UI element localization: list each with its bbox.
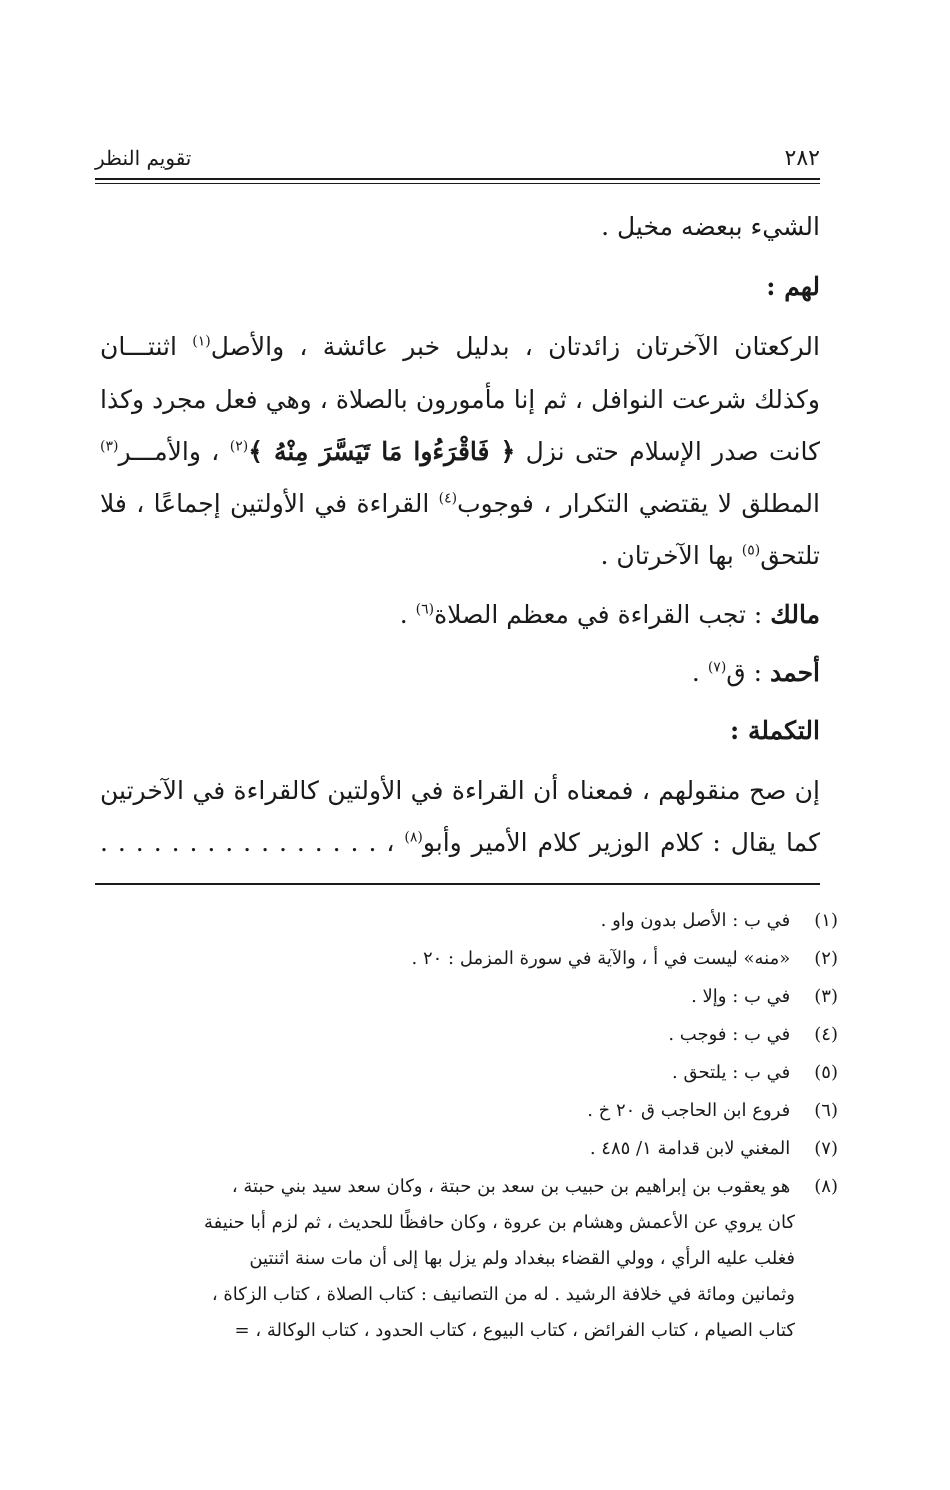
body-line-p2-2: كما يقال : كلام الوزير كلام الأمير وأبو$^{(٨)}$ ، . . . . . . . . . . . . . . . .: [100, 828, 820, 857]
footnote-8-line-2: كان يروي عن الأعمش وهشام بن عروة ، وكان حافظًا للحديث ، ثم لزم أبا حنيفة: [203, 1212, 795, 1233]
footnote-ref-5: (٥): [741, 542, 761, 559]
footnote-ref-7: (٧): [707, 659, 727, 676]
footnote-5: (٥) في ب : يلتحق .: [672, 1062, 838, 1083]
page-number: ٢٨٢: [784, 146, 820, 171]
body-line-p2-1: إن صح منقولهم ، فمعناه أن القراءة في الأولتين كالقراءة في الآخرتين: [100, 776, 820, 805]
footnote-ref-1: (١): [192, 333, 211, 350]
opinion-malik: مالك : تجب القراءة في معظم الصلاة$^{(٦)}$ .: [399, 600, 820, 629]
footnote-ref-4: (٤): [438, 490, 458, 507]
footnote-8-line-5: كتاب الصيام ، كتاب الفرائض ، كتاب البيوع ، كتاب الحدود ، كتاب الوكالة ، =: [234, 1320, 795, 1341]
footnote-ref-6: (٦): [415, 601, 435, 618]
footnote-1: (١) في ب : الأصل بدون واو .: [600, 910, 838, 931]
footnote-ref-2: (٢): [229, 438, 249, 455]
header-rule-thick: [95, 178, 820, 180]
footnote-ref-8: (٨): [404, 829, 423, 846]
body-line-p1-1: الركعتان الآخرتان زائدتان ، بدليل خبر عائشة ، والأصل$^{(١)}$ اثنتـــان: [100, 332, 820, 361]
footnote-8: (٨) هو يعقوب بن إبراهيم بن حبيب بن سعد بن حبتة ، وكان سعد سيد بني حبتة ،: [231, 1176, 838, 1197]
footnote-2: (٢) «منه» ليست في أ ، والآية في سورة المزمل : ٢٠ .: [411, 948, 838, 969]
body-line-p1-2: وكذلك شرعت النوافل ، ثم إنا مأمورون بالصلاة ، وهي فعل مجرد وكذا: [100, 385, 820, 414]
footnote-8-line-3: فغلب عليه الرأي ، وولي القضاء ببغداد ولم يزل بها إلى أن مات سنة اثنتين: [249, 1248, 795, 1269]
footnote-7: (٧) المغني لابن قدامة ١/ ٤٨٥ .: [589, 1138, 838, 1159]
body-line-p1-4: المطلق لا يقتضي التكرار ، فوجوب$^{(٤)}$ القراءة في الأولتين إجماعًا ، فلا: [100, 489, 820, 518]
quran-verse: ﴿ فَاقْرَءُوا مَا تَيَسَّرَ مِنْهُ ﴾: [248, 437, 516, 466]
running-title: تقويم النظر: [95, 146, 192, 170]
footnote-8-line-4: وثمانين ومائة في خلافة الرشيد . له من التصانيف : كتاب الصلاة ، كتاب الزكاة ،: [211, 1284, 795, 1305]
footnote-ref-3: (٣): [100, 438, 119, 455]
opinion-ahmad: أحمد : ق$^{(٧)}$ .: [691, 658, 820, 687]
page-header: [95, 140, 820, 180]
body-line-p1-3: كانت صدر الإسلام حتى نزل ﴿ فَاقْرَءُوا مَا تَيَسَّرَ مِنْهُ ﴾$^{(٢)}$ ، والأمـــر$^{(٣)}$: [100, 437, 820, 466]
footnote-4: (٤) في ب : فوجب .: [668, 1024, 838, 1045]
body-line-1: الشيء ببعضه مخيل .: [601, 212, 820, 241]
footnote-separator: [95, 883, 820, 885]
footnote-6: (٦) فروع ابن الحاجب ق ٢٠ خ .: [587, 1100, 838, 1121]
heading-takmila: التكملة :: [730, 716, 820, 745]
footnote-3: (٣) في ب : وإلا .: [691, 986, 838, 1007]
body-line-p1-5: تلتحق$^{(٥)}$ بها الآخرتان .: [600, 541, 820, 570]
header-rule-thin: [95, 183, 820, 184]
heading-lahum: لهم :: [766, 272, 820, 301]
